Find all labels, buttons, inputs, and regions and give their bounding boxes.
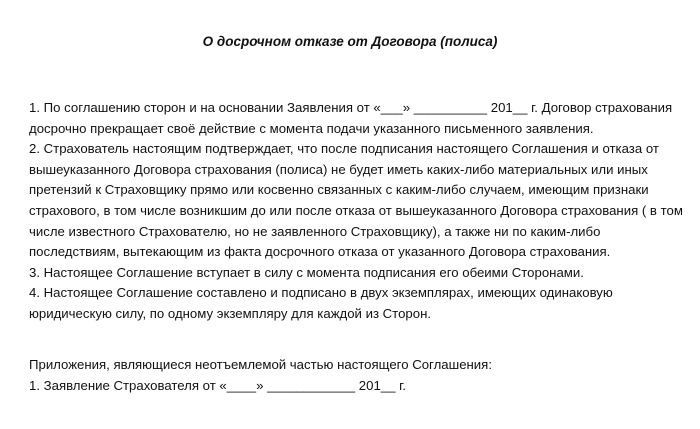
document-title: О досрочном отказе от Договора (полиса): [202, 34, 498, 49]
clause-line: юридическую силу, по одному экземпляру для каждой из Сторон.: [29, 305, 432, 321]
clause-line: претензий к Страховщику прямо или косвенно связанных с каким-либо случаем, имеющим признаки: [29, 182, 649, 198]
clause-line: 4. Настоящее Соглашение составлено и подписано в двух экземплярах, имеющих одинаковую: [29, 285, 613, 301]
clause-line: 3. Настоящее Соглашение вступает в силу с момента подписания его обеими Сторонами.: [29, 264, 584, 280]
clause-line: последствиям, вытекающим из факта досрочного отказа от указанного Договора страхования.: [29, 244, 611, 260]
clause-line: вышеуказанного Договора страхования (полиса) не будет иметь каких-либо материальных или иных: [29, 161, 648, 177]
clause-line: 1. По соглашению сторон и на основании Заявления от «___» __________ 201__ г. Договор страхования: [29, 100, 673, 115]
agreement-clauses: [29, 98, 693, 325]
appendix-section: [29, 355, 693, 396]
appendix-item: 1. Заявление Страхователя от «____» ____________ 201__ г.: [29, 377, 406, 393]
clause-line: 2. Страхователь настоящим подтверждает, что после подписания настоящего Соглашения и отказа от: [29, 141, 659, 157]
clause-line: числе известного Страхователю, но не заявленного Страховщику), а также ни по каким-либо: [29, 223, 601, 239]
appendix-heading: Приложения, являющиеся неотъемлемой частью настоящего Соглашения:: [29, 357, 492, 372]
clause-line: страхового, в том числе возникшим до или после отказа от вышеуказанного Договора страхования ( в том: [29, 202, 683, 218]
clause-line: досрочно прекращает своё действие с момента подачи указанного письменного заявления.: [29, 120, 594, 136]
